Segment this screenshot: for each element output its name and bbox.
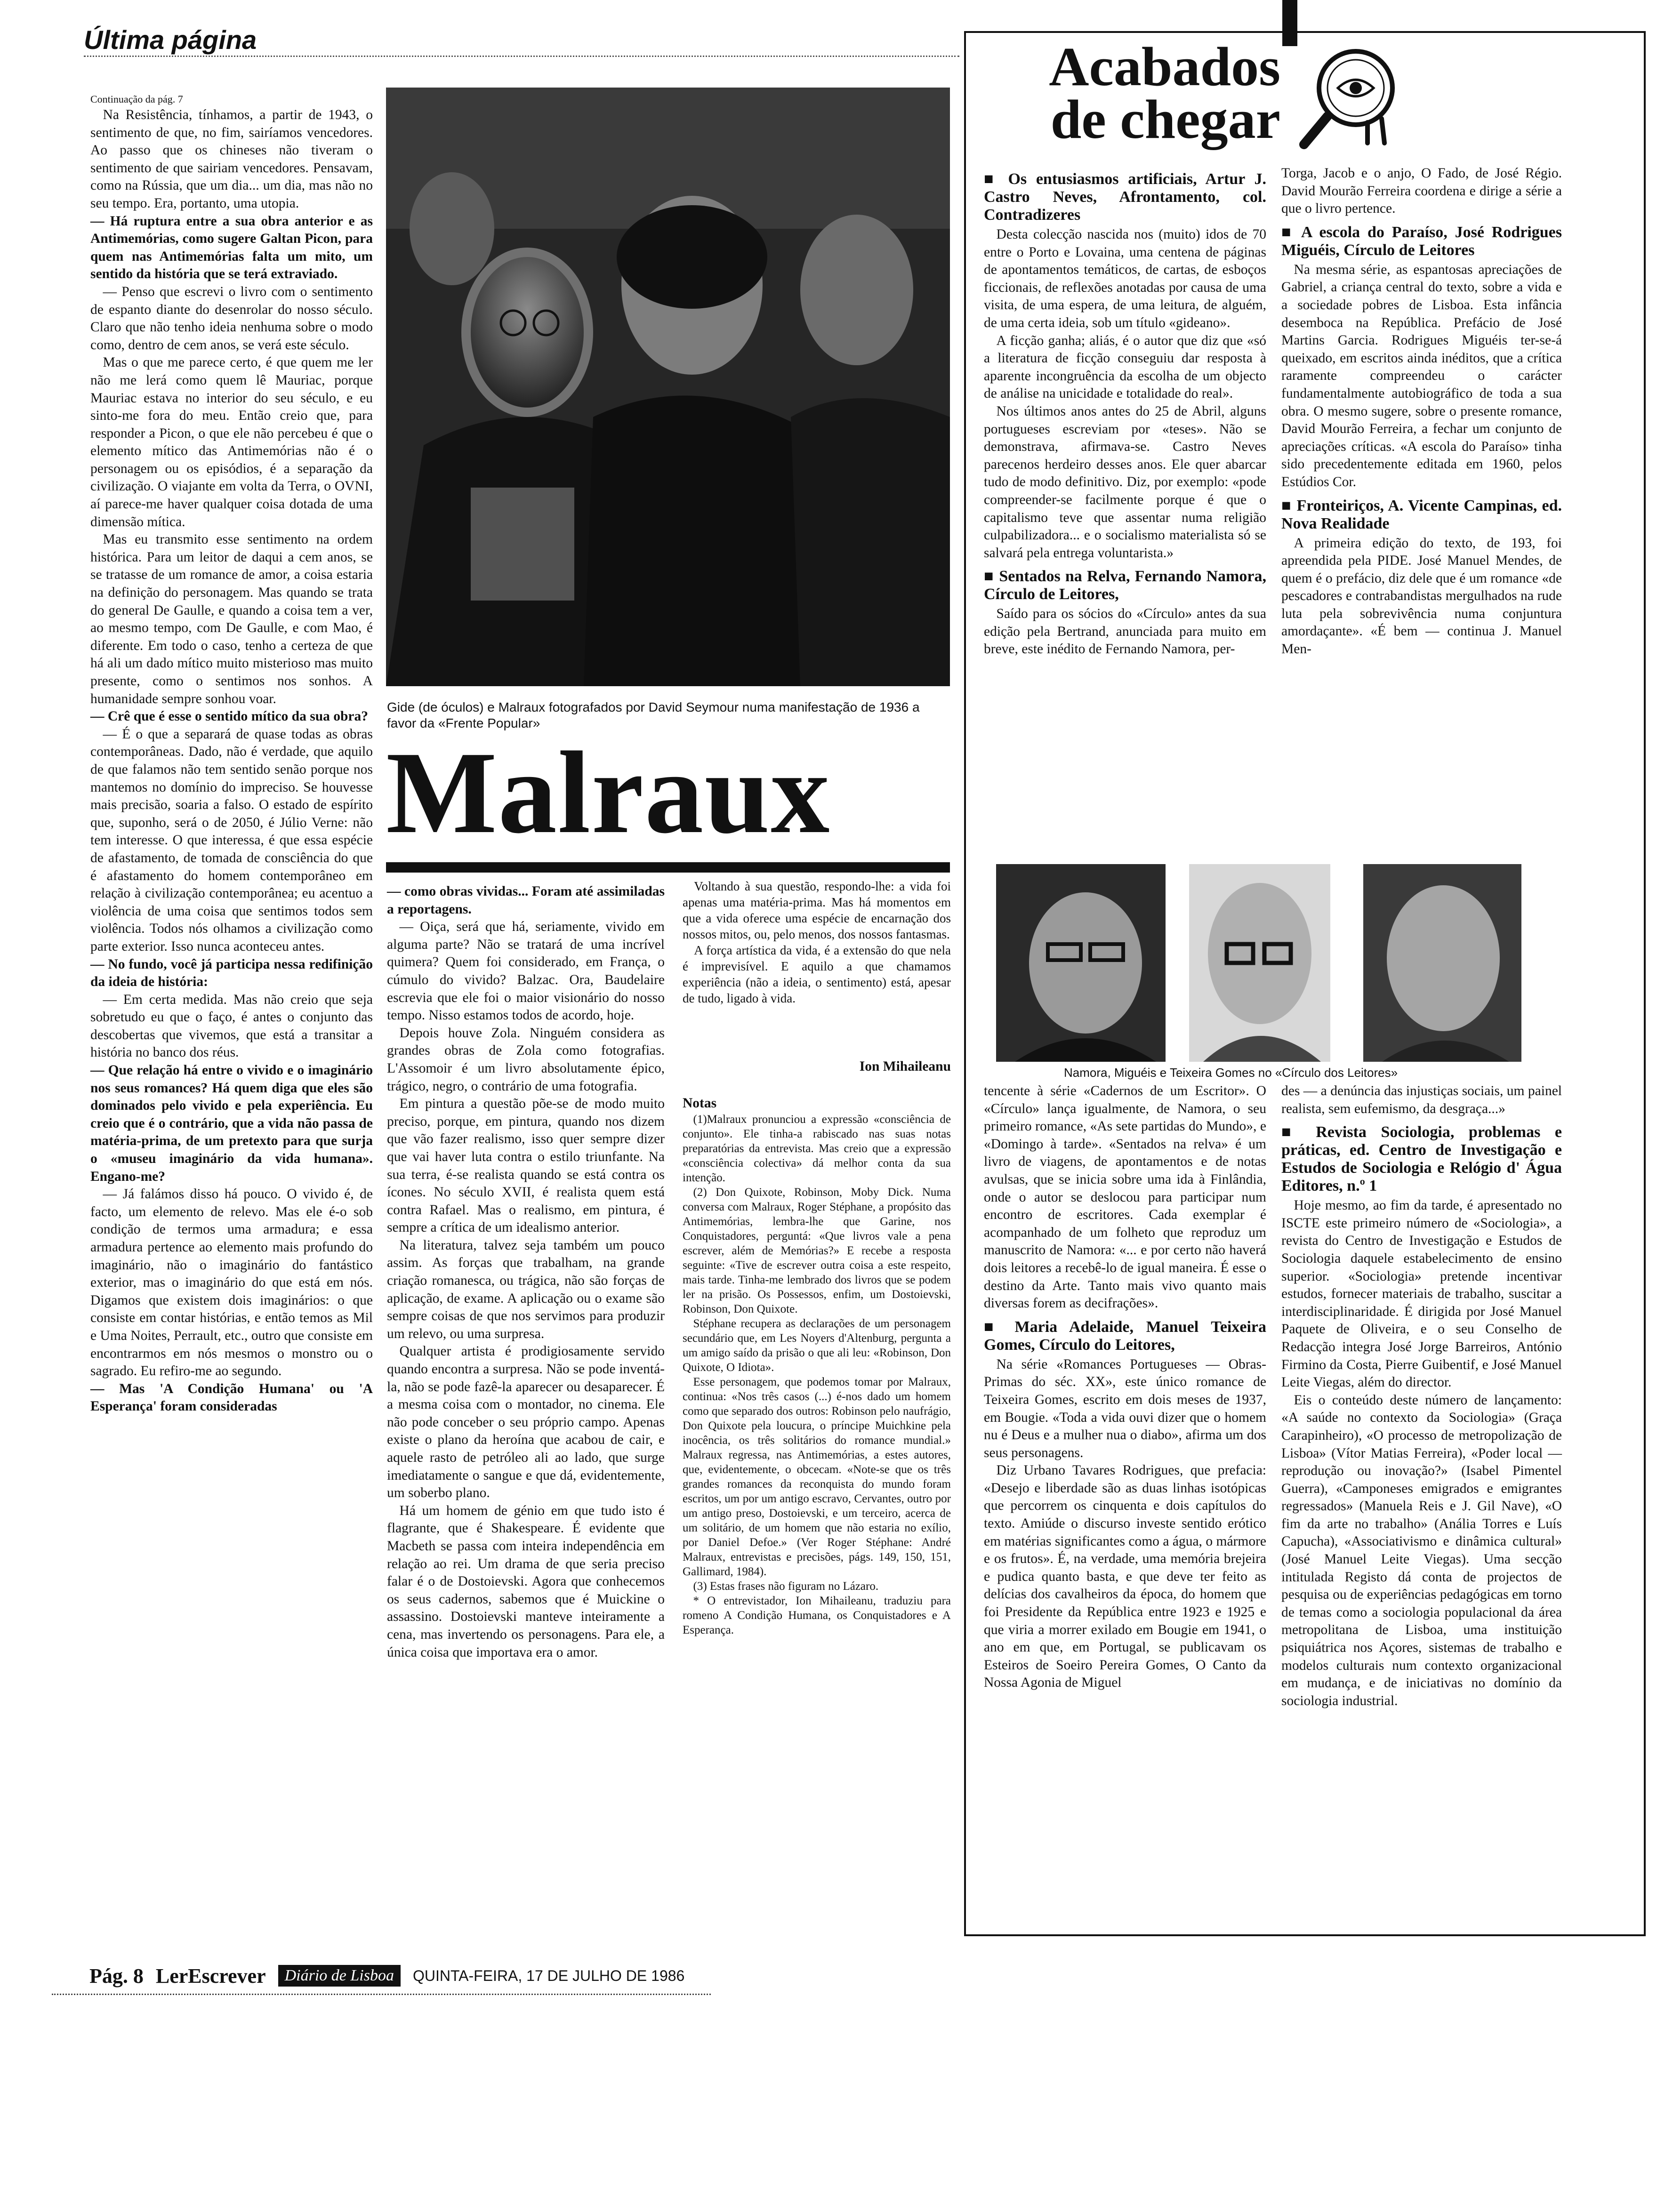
footnote: (2) Don Quixote, Robinson, Moby Dick. Numa conversa com Malraux, Roger Stéphane, a propósito das Antimemórias, lembra-lhe que Garine, nos Conquistadores, perguntá: «Que livros vale a pena escrever, além de Memórias?» E recebe a resposta seguinte: «Tive de escrever outra coisa a este respeito, mais tarde. Tinha-me lembrado dos livros que se podem ler na prisão. Os Possessos, enfim, um Dostoievski, Robinson, Don Quixote. bbox=[683, 1186, 951, 1316]
headline-rule bbox=[386, 862, 950, 873]
book-title: ■ Fronteiriços, A. Vicente Campinas, ed. Nova Realidade bbox=[1281, 497, 1562, 533]
footer-page: Pág. 8 bbox=[89, 1964, 144, 1988]
paragraph: — Oiça, será que há, seriamente, vivido em alguma parte? Não se tratará de uma incrível quimera? Quem foi considerado, em França, o cúmulo do vivido? Balzac. Ora, Baudelaire escrevia que ele foi o maior visionário do nosso tempo. Nisso estamos todos de acordo, hoje. bbox=[387, 918, 665, 1025]
authors-photo-caption: Namora, Miguéis e Teixeira Gomes no «Círculo dos Leitores» bbox=[1064, 1066, 1398, 1080]
left-column bbox=[90, 92, 373, 1416]
books-column-d bbox=[1281, 1082, 1562, 1710]
footnote: * O entrevistador, Ion Mihaileanu, traduziu para romeno A Condição Humana, os Conquistadores e A Esperança. bbox=[683, 1595, 951, 1637]
authors-photo-strip bbox=[996, 864, 1521, 1062]
paragraph: Eis o conteúdo deste número de lançamento: «A saúde no contexto da Sociologia» (Graça Carapinheiro), «O processo de metropolização de Lisboa» (Vítor Matias Ferreira), «Poder local — reprodução ou inovação?» (Isabel Pimentel Guerra), «Camponeses emigrados e emigrantes regressados» (Manuela Reis e J. Gil Nave), «O fim da arte no trabalho» (Anália Torres e Luís Capucha), «Associativismo e dinâmica cultural» (José Manuel Leite Viegas). Uma secção intitulada Registo dá conta de projectos de pesquisa ou de experiências pedagógicas em torno de temas como a sociologia populacional da área metropolitana de Lisboa, uma instituição psiquiátrica nos Açores, sistemas de trabalho e modelos culturais num contexto organizacional em mudança, e de iniciativas no domínio da sociologia industrial. bbox=[1281, 1392, 1562, 1708]
box-corner-mark bbox=[1282, 0, 1297, 46]
paragraph: — Crê que é esse o sentido mítico da sua obra? bbox=[90, 708, 373, 726]
paragraph: Hoje mesmo, ao fim da tarde, é apresentado no ISCTE este primeiro número de «Sociologia», a revista do Centro de Investigação e Estudos de Sociologia daquele estabelecimento de ensino superior. «Sociologia» pretende incentivar estudos, fornecer materiais de trabalho, suscitar a interdisciplinaridade. É dirigida por José Manuel Paquete de Oliveira, e o seu Conselho de Redacção integra José Jorge Barreiros, António Firmino da Costa, Pierre Guibentif, e José Manuel Leite Viegas, além do director. bbox=[1281, 1198, 1562, 1390]
box-title bbox=[1017, 36, 1280, 150]
paragraph: A primeira edição do texto, de 193, foi apreendida pela PIDE. José Manuel Mendes, de quem é o prefácio, diz dele que é um romance «de pescadores e contrabandistas mergulhados na rude luta pela sobrevivência numa conjuntura amordaçante». «É bem — continua J. Manuel Men- bbox=[1281, 535, 1562, 657]
paragraph: Diz Urbano Tavares Rodrigues, que prefacia: «Desejo e liberdade são as duas linhas isotópicas que percorrem os cinquenta e dois capítulos do texto. Amiúde o discurso investe sentido erótico em matérias significantes como a água, o mármore e os frutos». É, na verdade, uma memória brejeira e pudica quanto basta, e que deve ter feito as delícias dos cavalheiros da época, do homem que foi Presidente da República entre 1923 e 1925 e que viria a morrer exilado em Bougie em 1941, o ano em que, em Portugal, se publicavam os Esteiros de Soeiro Pereira Gomes, O Canto da Nossa Agonia de Miguel bbox=[984, 1463, 1266, 1691]
paragraph: Qualquer artista é prodigiosamente servido quando encontra a surpresa. Não se pode inventá-la, não se pode fazê-la aparecer ou desaparecer. É a mesma coisa com o montador, no cinema. Ele não pode conceber o seu próprio campo. Apenas existe o plano da heroína que acabou de cair, e aquele rasto de petróleo ali ao lado, que surge imediatamente o sangue e que dá, evidentemente, um soberbo plano. bbox=[387, 1344, 665, 1501]
footer-rule bbox=[52, 1994, 711, 1995]
paragraph: — É o que a separará de quase todas as obras contemporâneas. Dado, não é verdade, que aquilo de que falamos não tem sentido senão porque nos mantemos no domínio do impreciso. Se houvesse mais precisão, soaria a falso. O estado de espírito que, suponho, será o de 2050, é Júlio Verne: não tem interesse. O que interessa, é que essa espécie de afastamento, de tomada de consciência do que é afastamento do homem contemporâneo em relação à civilização contemporânea; eu acentuo a violência de uma coisa que sentimos todos sem violência. Todos nós olhamos a civilização como parte exterior. Isso nunca aconteceu antes. bbox=[90, 726, 373, 956]
book-title: ■ Revista Sociologia, problemas e práticas, ed. Centro de Investigação e Estudos de Sociologia e Relógio d' Água Editores, n.º 1 bbox=[1281, 1123, 1562, 1195]
footer-date: QUINTA-FEIRA, 17 DE JULHO DE 1986 bbox=[412, 1967, 685, 1984]
footnote: Stéphane recupera as declarações de um personagem secundário que, em Les Noyers d'Altenburg, pergunta a um amigo saído da prisão o que ali leu: «Robinson, Don Quixote, O Idiota». bbox=[683, 1317, 951, 1374]
paragraph: A força artística da vida, é a extensão do que nela é imprevisível. E aquilo a que chamamos experiência (não a ideia, o sentimento) está, apesar de tudo, ligado à vida. bbox=[683, 943, 951, 1005]
paragraph: Na literatura, talvez seja também um pouco assim. As forças que trabalham, na grande criação romanesca, ou trágica, não são forças de aplicação, de exame. A aplicação ou o exame são sempre coisas de que nos servimos para produzir um relevo, ou uma surpresa. bbox=[387, 1237, 665, 1341]
footnote: (1)Malraux pronunciou a expressão «consciência de conjunto». Ele tinha-a rabiscado nas suas notas preparatórias da entrevista. Mas creio que a expressão «consciência colectiva» dá melhor conta da sua intenção. bbox=[683, 1113, 951, 1185]
paragraph: Há um homem de génio em que tudo isto é flagrante, que é Shakespeare. É evidente que Macbeth se passa com inteira independência em relação ao rei. Um drama de que seria preciso falar é o de Dostoievski. Agora que conhecemos os seus cadernos, sabemos que é Muickine o assassino. Dostoievski manteve inteiramente a cena, mas invertendo os personagens. Para ele, a única coisa que importava era o amor. bbox=[387, 1503, 665, 1660]
header-rule bbox=[84, 56, 959, 57]
footer-paper-logo: Diário de Lisboa bbox=[278, 1965, 401, 1987]
box-title-line1: Acabados bbox=[1049, 36, 1280, 97]
magnifier-icon bbox=[1295, 43, 1417, 152]
paragraph: Mas eu transmito esse sentimento na ordem histórica. Para um leitor de daqui a cem anos, se se tratasse de um romance de amor, a coisa estaria na definição do personagem. Mas quando se trata do general De Gaulle, e quando a coisa tem a ver, ao mesmo tempo, com De Gaulle, e com Mao, é diferente. Em todo o caso, tenho a certeza de que há ali um dado mítico muito misterioso mas muito presente, como o sentimos nos sonhos. A humanidade sempre sonhou voar. bbox=[90, 532, 373, 706]
paragraph: Mas o que me parece certo, é que quem me ler não me lerá como quem lê Mauriac, porque Mauriac estava no interior do seu século, e eu sinto-me fora do meu. Então creio que, para responder a Picon, o que ele não percebeu é que o elemento mítico das Antimemórias não é o personagem ou os episódios, é a separação da civilização. O viajante em volta da Terra, o OVNI, aí parece-me haver qualquer coisa dotada de uma dimensão mítica. bbox=[90, 355, 373, 529]
paragraph: Depois houve Zola. Ninguém considera as grandes obras de Zola como fotografias. L'Assomoir é um livro absolutamente épico, trágico, negro, o contrário de uma fotografia. bbox=[387, 1025, 665, 1094]
paragraph: — Há ruptura entre a sua obra anterior e as Antimemórias, como sugere Galtan Picon, para quem nas Antimemórias falta um mito, um sentido da história que se terá extraviado. bbox=[90, 213, 373, 283]
box-title-line2: de chegar bbox=[1050, 88, 1280, 150]
gide-malraux-photo bbox=[386, 88, 950, 686]
authors-portraits bbox=[996, 864, 1521, 1062]
paragraph: — Já falámos disso há pouco. O vivido é, de facto, um elemento de relevo. Mas ele é-o sob condição de termos uma armadura; e essa armadura pertence ao elemento mais profundo do imaginário, não o imaginário do fantástico exterior, mas o imaginário do que está em nós. Digamos que existem dois imaginários: o que consiste em contar histórias, e então temos as Mil e Uma Noites, Perrault, etc., outro que consiste em encontrarmos em nós mesmos o monstro ou o sagrado. Eu refiro-me ao segundo. bbox=[90, 1186, 373, 1380]
author-byline: Ion Mihaileanu bbox=[859, 1059, 951, 1074]
footnote: Esse personagem, que podemos tomar por Malraux, continua: «Nos três casos (...) é-nos dado um homem como que separado dos outros: Robinson pelo naufrágio, Don Quixote pela loucura, o príncipe Muichkine pela inocência, os três solitários do romance mundial.» Malraux regressa, nas Antimemórias, a estes autores, que, evidentemente, o obcecam. «Note-se que os três grandes romances da reconquista do mundo foram escritos, um por um antigo escravo, Cervantes, outro por um antigo preso, Dostoievski, e um terceiro, acerca de um solitário, de um homem que não estaria no exílio, por Daniel Defoe.» (Ver Roger Stéphane: André Malraux, entrevistas e precisões, págs. 149, 150, 151, Gallimard, 1984). bbox=[683, 1376, 951, 1579]
right-column bbox=[683, 878, 951, 1637]
paragraph: Saído para os sócios do «Círculo» antes da sua edição pela Bertrand, anunciada para muito em breve, este inédito de Fernando Namora, per- bbox=[984, 606, 1266, 657]
book-title: ■ Sentados na Relva, Fernando Namora, Círculo de Leitores, bbox=[984, 568, 1266, 603]
paragraph: — Penso que escrevi o livro com o sentimento de espanto diante do desenrolar do nosso século. Claro que não tenho ideia nenhuma sobre o modo como, dentro de cem anos, se verá este século. bbox=[90, 283, 373, 354]
paragraph: Voltando à sua questão, respondo-lhe: a vida foi apenas uma matéria-prima. Mas há momentos em que a vida oferece uma espécie de encarnação dos nossos mitos, ou, pelo menos, dos nossos fantasmas. bbox=[683, 879, 951, 941]
paragraph: des — a denúncia das injustiças sociais, um painel realista, sem eufemismo, da desgraça...» bbox=[1281, 1083, 1562, 1116]
paragraph: tencente à série «Cadernos de um Escritor». O «Círculo» lança igualmente, de Namora, o seu primeiro romance, «As sete partidas do Mundo», e «Domingo à tarde». «Sentados na relva» é um livro de viagens, de apontamentos e de notas avulsas, que se inicia sobre uma ida à Finlândia, onde o autor se deslocou para participar num encontro de escritores. Cada exemplar é acompanhado de um folheto que reproduz um manuscrito de Namora: «... e por certo não haverá dois leitores a recebê-lo de igual maneira. É esse o destino da Arte. Tanto mais vivo quanto mais diversas forem as decifrações». bbox=[984, 1083, 1266, 1311]
paragraph: — Que relação há entre o vivido e o imaginário nos seus romances? Há quem diga que eles são dominados pelo vivido e pela experiência. Eu creio que é o contrário, que a vida não passa de matéria-prima, de um pretexto para que surja o «museu imaginário da vida humana». Engano-me? bbox=[90, 1062, 373, 1186]
paragraph: Torga, Jacob e o anjo, O Fado, de José Régio. David Mourão Ferreira coordena e dirige a série a que o livro pertence. bbox=[1281, 166, 1562, 216]
books-column-b bbox=[1281, 165, 1562, 658]
footer-section: LerEscrever bbox=[155, 1964, 266, 1988]
book-title: ■ Os entusiasmos artificiais, Artur J. Castro Neves, Afrontamento, col. Contradizeres bbox=[984, 170, 1266, 224]
paragraph: — No fundo, você já participa nessa redifinição da ideia de história: bbox=[90, 956, 373, 991]
footer bbox=[89, 1962, 684, 1990]
paragraph: Nos últimos anos antes do 25 de Abril, alguns portugueses escreviam por «teses». Não se demonstrava, afirmava-se. Castro Neves parecenos herdeiro desses anos. Ele quer abarcar tudo de modo definitivo. Diz, por exemplo: «pode compreender-se facilmente porque é que o capitalismo teve que assentar numa religião culpabilizadora... e o socialismo materialista só se salvará pela entrega voluntarista.» bbox=[984, 403, 1266, 561]
middle-column bbox=[387, 878, 665, 1661]
section-header: Última página bbox=[84, 25, 257, 55]
paragraph: Na mesma série, as espantosas apreciações de Gabriel, a criança central do texto, sobre a vida e a sociedade pobres de Lisboa. Esta infância desemboca na República. Prefácio de José Martins Garcia. Rodrigues Miguéis ter-se-á queixado, em escritos ainda inéditos, que a crítica raramente compreendeu o carácter fundamentalmente autobiográfico de toda a sua obra. O mesmo sugere, sobre o presente romance, David Mourão Ferreira, a fechar um conjunto de apreciações críticas. «A escola do Paraíso» tinha sido precedentemente editada em 1960, pelos Estúdios Cor. bbox=[1281, 262, 1562, 489]
continuation-note: Continuação da pág. 7 bbox=[90, 93, 183, 105]
books-column-c bbox=[984, 1082, 1266, 1692]
paragraph: Em pintura a questão põe-se de modo muito preciso, porque, em pintura, quando nos dizem que vão fazer realismo, isso quer sempre dizer que vai haver luta contra o estilo triunfante. Na sua terra, é-se realista quando se está contra os ícones. No século XVII, é realista quem está contra Rafael. Mas o realismo, em pintura, é sempre a crítica de um idealismo anterior. bbox=[387, 1096, 665, 1235]
paragraph: — como obras vividas... Foram até assimiladas a reportagens. bbox=[387, 883, 665, 918]
footnote: (3) Estas frases não figuram no Lázaro. bbox=[693, 1580, 879, 1593]
crowd-photo-graphic bbox=[386, 88, 950, 686]
paragraph: — Mas 'A Condição Humana' ou 'A Esperança' foram consideradas bbox=[90, 1380, 373, 1416]
books-column-a bbox=[984, 165, 1266, 658]
paragraph: — Em certa medida. Mas não creio que seja sobretudo eu que o faço, é antes o conjunto das descobertas que vivemos, que está a transitar a história no banco dos réus. bbox=[90, 991, 373, 1062]
paragraph: Na Resistência, tínhamos, a partir de 1943, o sentimento de que, no fim, sairíamos vencedores. Ao passo que os chineses não tiveram o sentimento de que sairiam vencedores. Pensavam, como na Rússia, que um dia... um dia, mas não no seu tempo. Era, portanto, uma utopia. bbox=[90, 107, 373, 211]
notes-title: Notas bbox=[683, 1095, 717, 1111]
photo-caption: Gide (de óculos) e Malraux fotografados por David Seymour numa manifestação de 1936 a favor da «Frente Popular» bbox=[387, 700, 920, 730]
paragraph: Desta colecção nascida nos (muito) idos de 70 entre o Porto e Lovaina, uma centena de páginas de apontamentos temáticos, de cartas, de esboços ficcionais, de reflexões anotadas por causa de uma visita, de uma espera, de uma leitura, de alguém, de uma certa ideia, sob um título «gideano». bbox=[984, 227, 1266, 330]
book-title: ■ Maria Adelaide, Manuel Teixeira Gomes, Círculo do Leitores, bbox=[984, 1318, 1266, 1354]
paragraph: A ficção ganha; aliás, é o autor que diz que «só a literatura de ficção conseguiu dar resposta à aparente incongruência da escolha de um objecto de análise na unicidade e totalidade do real». bbox=[984, 333, 1266, 401]
paragraph: Na série «Romances Portugueses — Obras-Primas do séc. XX», este único romance de Teixeira Gomes, escrito em dois meses de 1937, em Bougie. «Toda a vida ouvi dizer que o homem nu é Deus e a mulher nua o diabo», afirma um dos seus personagens. bbox=[984, 1356, 1266, 1460]
book-title: ■ A escola do Paraíso, José Rodrigues Miguéis, Círculo de Leitores bbox=[1281, 224, 1562, 259]
headline: Malraux bbox=[386, 728, 831, 858]
